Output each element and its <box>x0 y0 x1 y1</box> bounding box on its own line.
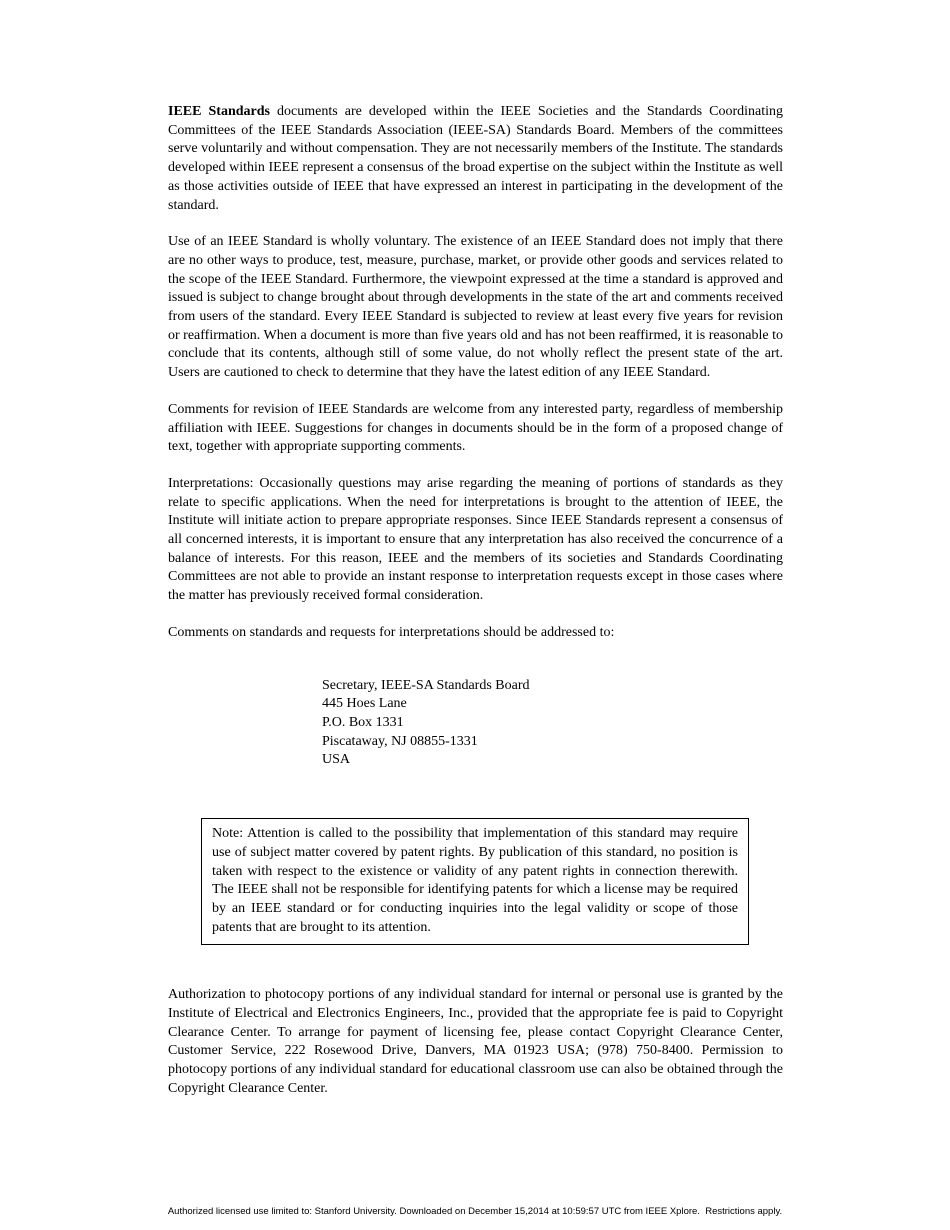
address-line-country: USA <box>322 752 351 768</box>
address-line-street: 445 Hoes Lane <box>322 696 407 712</box>
paragraph-address-intro: Comments on standards and requests for interpretations should be addressed to: <box>168 624 615 640</box>
address-line-pobox: P.O. Box 1331 <box>322 714 404 730</box>
patent-note-text: Note: Attention is called to the possibility that implementation of this standard may require use of subject matter covered by patent rights. By publication of this standard, no position is taken with respect to the existence or validity of any patent rights in connection therewith. The IEEE shall not be responsible for identifying patents for which a license may be required by an IEEE standard or for conducting inquiries into the legal validity or scope of those patents that are brought to its attention. <box>212 826 738 935</box>
paragraph-authorization-photocopy: Authorization to photocopy portions of any individual standard for internal or personal use is granted by the Institute of Electrical and Electronics Engineers, Inc., provided that the appropriate fee is paid to Copyright Clearance Center. To arrange for payment of licensing fee, please contact Copyright Clearance Center, Customer Service, 222 Rosewood Drive, Danvers, MA 01923 USA; (978) 750-8400. Permission to photocopy portions of any individual standard for educational classroom use can also be obtained through the Copyright Clearance Center. <box>168 987 783 1096</box>
document-body <box>168 103 783 1117</box>
paragraph-voluntary-use: Use of an IEEE Standard is wholly voluntary. The existence of an IEEE Standard does not imply that there are no other ways to produce, test, measure, purchase, market, or provide other goods and services related to the scope of the IEEE Standard. Furthermore, the viewpoint expressed at the time a standard is approved and issued is subject to change brought about through developments in the state of the art and comments received from users of the standard. Every IEEE Standard is subjected to review at least every five years for revision or reaffirmation. When a document is more than five years old and has not been reaffirmed, it is reasonable to conclude that its contents, although still of some value, do not wholly reflect the present state of the art. Users are cautioned to check to determine that they have the latest edition of any IEEE Standard. <box>168 234 783 381</box>
address-block <box>322 677 783 771</box>
paragraph-comments-revision: Comments for revision of IEEE Standards are welcome from any interested party, regardless of membership affiliation with IEEE. Suggestions for changes in documents should be in the form of a proposed change of text, together with appropriate supporting comments. <box>168 401 783 455</box>
address-line-secretary: Secretary, IEEE-SA Standards Board <box>322 677 530 693</box>
patent-note-box <box>201 818 749 945</box>
footer-license-text: Authorized licensed use limited to: Stanford University. Downloaded on December 15,2014 at 10:59:57 UTC from IEEE Xplore. Restrictions apply. <box>167 1206 783 1217</box>
address-line-city: Piscataway, NJ 08855-1331 <box>322 733 478 749</box>
paragraph-ieee-standards <box>168 103 783 215</box>
paragraph-interpretations: Interpretations: Occasionally questions may arise regarding the meaning of portions of standards as they relate to specific applications. When the need for interpretations is brought to the attention of IEEE, the Institute will initiate action to prepare appropriate responses. Since IEEE Standards represent a consensus of all concerned interests, it is important to ensure that any interpretation has also received the concurrence of a balance of interests. For this reason, IEEE and the members of its societies and Standards Coordinating Committees are not able to provide an instant response to interpretation requests except in those cases where the matter has previously received formal consideration. <box>168 475 783 604</box>
paragraph-ieee-standards-text: documents are developed within the IEEE Societies and the Standards Coordinating Committees of the IEEE Standards Association (IEEE-SA) Standards Board. Members of the committees serve voluntarily and without compensation. They are not necessarily members of the Institute. The standards developed within IEEE represent a consensus of the broad expertise on the subject within the Institute as well as those activities outside of IEEE that have expressed an interest in participating in the development of the standard. <box>168 104 783 213</box>
bold-lead-ieee-standards: IEEE Standards <box>168 104 270 119</box>
